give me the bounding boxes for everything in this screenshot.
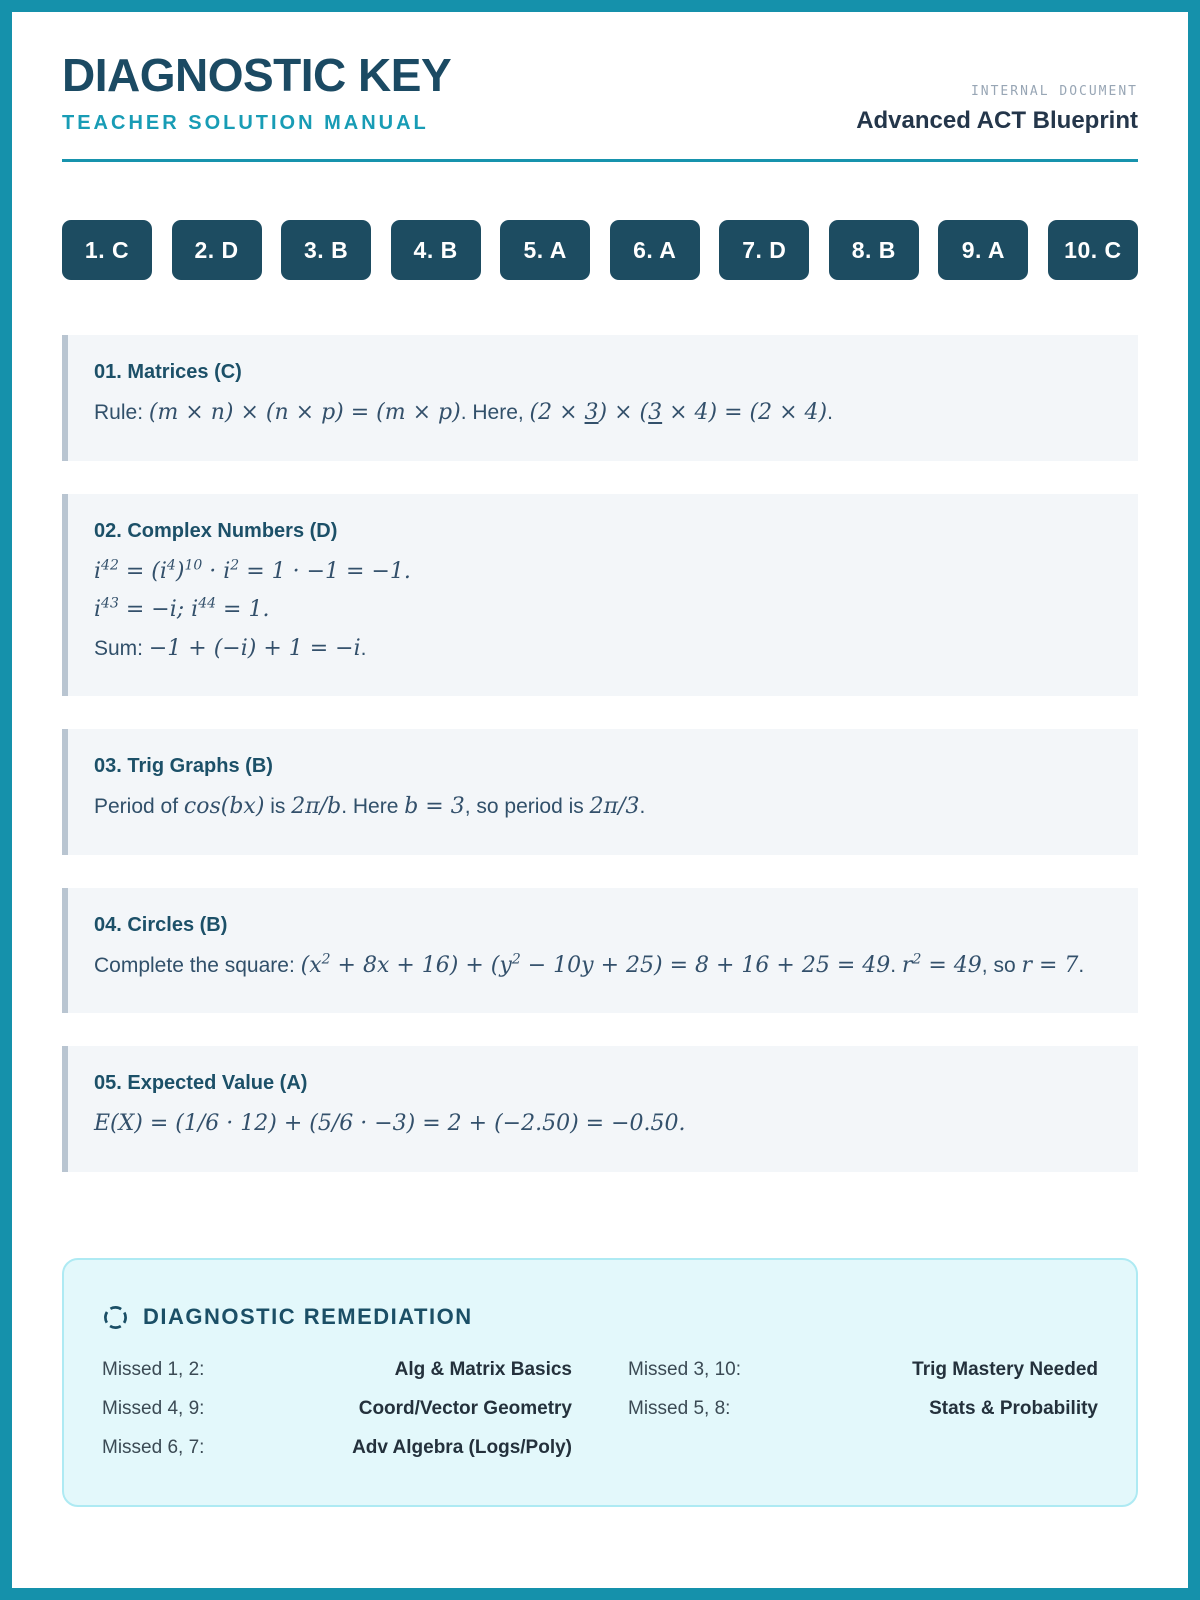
answer-chip-7: 7. D bbox=[719, 220, 809, 280]
remediation-item bbox=[102, 1437, 572, 1459]
solution-list bbox=[62, 335, 1138, 1172]
answer-chip-1: 1. C bbox=[62, 220, 152, 280]
answer-chip-5: 5. A bbox=[500, 220, 590, 280]
page-subtitle: TEACHER SOLUTION MANUAL bbox=[62, 112, 429, 134]
solution-line: $i^{43} = -i$; $i^{44} = 1$. bbox=[94, 595, 270, 622]
answer-chip-6: 6. A bbox=[610, 220, 700, 280]
header-divider bbox=[62, 159, 1138, 162]
remediation-item bbox=[628, 1359, 1098, 1381]
topic-value: Trig Mastery Needed bbox=[912, 1358, 1098, 1380]
answer-chip-2: 2. D bbox=[172, 220, 262, 280]
header-right bbox=[856, 84, 1138, 135]
answer-chip-10: 10. C bbox=[1048, 220, 1138, 280]
topic-value: Adv Algebra (Logs/Poly) bbox=[352, 1436, 572, 1458]
target-icon bbox=[102, 1304, 129, 1331]
solution-line: Period of cos(bx) is 2π/b. Here b = 3, so period is 2π/3. bbox=[94, 794, 646, 819]
solution-title: 05. Expected Value (A) bbox=[94, 1072, 308, 1094]
remediation-grid bbox=[102, 1359, 1098, 1459]
answer-chip-8: 8. B bbox=[829, 220, 919, 280]
document-page bbox=[12, 12, 1188, 1507]
remediation-panel bbox=[62, 1258, 1138, 1507]
answer-chip-4: 4. B bbox=[391, 220, 481, 280]
document-name: Advanced ACT Blueprint bbox=[856, 107, 1138, 134]
remediation-header bbox=[102, 1304, 1098, 1331]
topic-value: Alg & Matrix Basics bbox=[394, 1358, 572, 1380]
remediation-item bbox=[102, 1359, 572, 1381]
missed-label: Missed 3, 10: bbox=[628, 1358, 741, 1380]
solution-title: 01. Matrices (C) bbox=[94, 361, 242, 383]
solution-body bbox=[94, 947, 1108, 986]
internal-document-label: INTERNAL DOCUMENT bbox=[970, 84, 1138, 99]
topic-value: Coord/Vector Geometry bbox=[358, 1397, 572, 1419]
solution-body bbox=[94, 788, 1108, 827]
missed-label: Missed 1, 2: bbox=[102, 1358, 205, 1380]
page-title: DIAGNOSTIC KEY bbox=[62, 49, 452, 101]
solution-line: $i^{42} = (i^4)^{10} \cdot i^2 = 1 \cdot -1 = -1$. bbox=[94, 557, 411, 584]
answer-chip-9: 9. A bbox=[938, 220, 1028, 280]
remediation-title: DIAGNOSTIC REMEDIATION bbox=[143, 1304, 473, 1329]
solution-line: Rule: (m × n) × (n × p) = (m × p). Here, (2 × 3) × (3 × 4) = (2 × 4). bbox=[94, 400, 833, 425]
solution-card-03 bbox=[62, 729, 1138, 855]
missed-label: Missed 5, 8: bbox=[628, 1397, 731, 1419]
missed-label: Missed 4, 9: bbox=[102, 1397, 205, 1419]
solution-line: Sum: −1 + (−i) + 1 = −i. bbox=[94, 635, 367, 661]
solution-line: Complete the square: $(x^2 + 8x + 16) + (y^2 - 10y + 25) = 8 + 16 + 25 = 49$. $r^2 = 49$, so r = 7. bbox=[94, 951, 1085, 978]
answer-key-row bbox=[62, 220, 1138, 280]
missed-label: Missed 6, 7: bbox=[102, 1436, 205, 1458]
remediation-item bbox=[628, 1398, 1098, 1420]
solution-line: E(X) = (1/6 · 12) + (5/6 · −3) = 2 + (−2.50) = −0.50. bbox=[94, 1111, 686, 1136]
solution-body bbox=[94, 553, 1108, 669]
topic-value: Stats & Probability bbox=[929, 1397, 1098, 1419]
solution-body bbox=[94, 1105, 1108, 1144]
solution-title: 03. Trig Graphs (B) bbox=[94, 755, 273, 777]
answer-chip-3: 3. B bbox=[281, 220, 371, 280]
solution-title: 04. Circles (B) bbox=[94, 913, 228, 936]
header-left bbox=[62, 49, 452, 135]
header bbox=[62, 49, 1138, 135]
solution-card-04 bbox=[62, 888, 1138, 1014]
solution-title: 02. Complex Numbers (D) bbox=[94, 519, 338, 542]
solution-body bbox=[94, 394, 1108, 433]
remediation-item bbox=[102, 1398, 572, 1420]
solution-card-02 bbox=[62, 494, 1138, 697]
solution-card-05 bbox=[62, 1046, 1138, 1172]
solution-card-01 bbox=[62, 335, 1138, 461]
